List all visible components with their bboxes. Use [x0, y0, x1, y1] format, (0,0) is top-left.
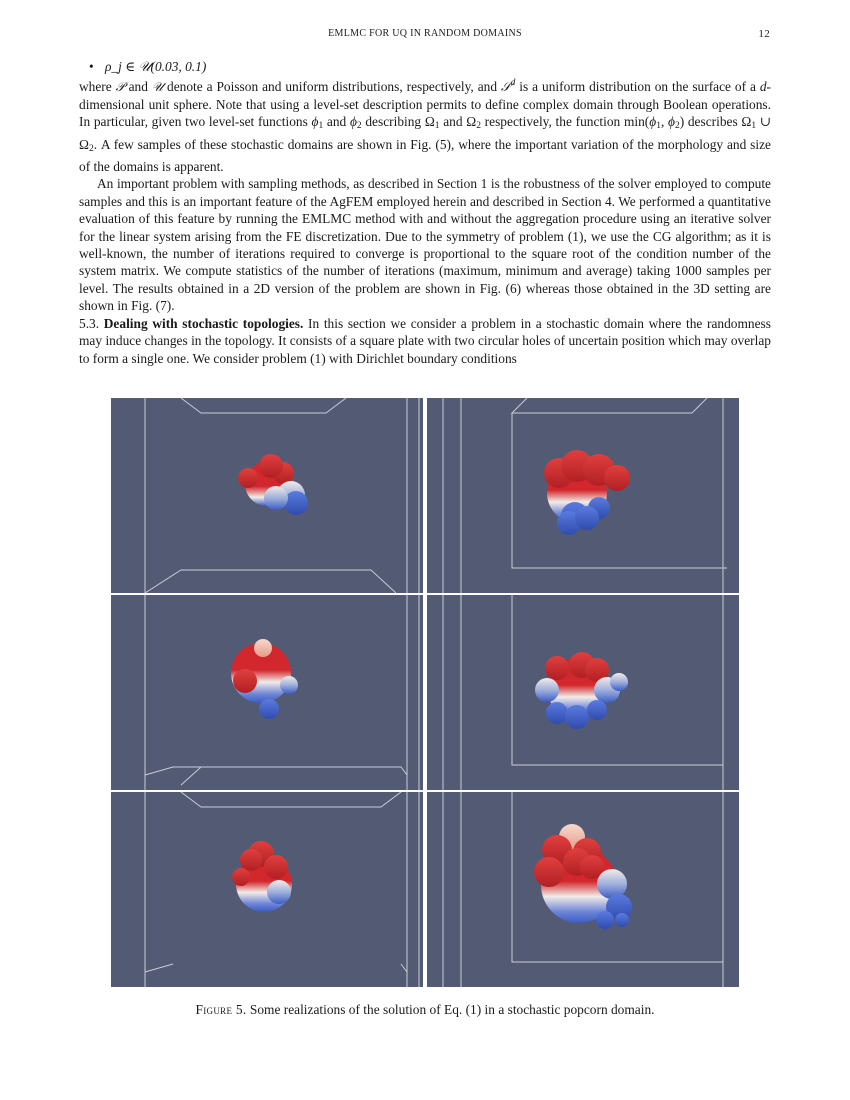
math-subscript: 2	[356, 121, 362, 132]
math-subscript: 1	[318, 121, 324, 132]
bullet-dot: •	[89, 59, 94, 74]
panel-render	[111, 792, 423, 987]
section-number: 5.3.	[79, 315, 100, 331]
figure-5	[111, 398, 739, 987]
math-subscript: 1	[656, 121, 661, 132]
math-d: d	[759, 79, 767, 95]
text-run: -dimensional unit sphere. Note that using a level-set description permits to define complex domain through Boolean operations. In particular, given two level-set functions	[79, 79, 772, 130]
math-phi: ϕ	[349, 114, 357, 130]
math-sphere: 𝒮	[500, 79, 511, 95]
text-run: . A few samples of these stochastic domains are shown in Fig. (5), where the important variation of the morphology and size of the domains is apparent.	[79, 136, 771, 175]
math-subscript: 2	[674, 121, 680, 132]
math-subscript: 2	[476, 121, 481, 132]
panel-render	[427, 595, 739, 790]
figure-panel-6	[427, 792, 739, 987]
panel-render	[111, 595, 423, 790]
math-uniform: 𝒰	[151, 79, 164, 95]
section-5-3	[79, 315, 771, 367]
text-run: and	[323, 114, 350, 130]
math-phi: ϕ	[649, 114, 657, 130]
panel-render	[427, 398, 739, 593]
bullet-formula: ρ_j ∈ 𝒰(0.03, 0.1)	[105, 59, 207, 74]
math-poisson: 𝒫	[115, 79, 125, 95]
text-run: is a uniform distribution on the surface of a	[515, 79, 760, 95]
text-run: and	[124, 79, 152, 95]
math-subscript: 1	[434, 121, 440, 132]
page-number: 12	[758, 28, 770, 40]
figure-panel-5	[111, 792, 423, 987]
section-title: Dealing with stochastic topologies.	[103, 315, 304, 331]
section-body: In this section we consider a problem in a stochastic domain where the randomness may induce changes in the topology. It consists of a square plate with two circular holes of uncertain position which may overlap to form a single one. We consider problem (1) with Dirichlet boundary conditions	[79, 315, 771, 366]
figure-panel-2	[427, 398, 739, 593]
bullet-item	[79, 58, 771, 75]
figure-panel-4	[427, 595, 739, 790]
body-text	[79, 58, 771, 367]
paragraph-distributions	[79, 75, 771, 175]
figure-panel-1	[111, 398, 423, 593]
text-run: ,	[660, 114, 668, 130]
text-run: and Ω	[439, 114, 477, 130]
figure-caption	[0, 1002, 850, 1018]
panel-render	[427, 792, 739, 987]
text-run: ∪ Ω	[79, 114, 772, 152]
caption-text: Some realizations of the solution of Eq. (1) in a stochastic popcorn domain.	[246, 1002, 655, 1017]
figure-panel-3	[111, 595, 423, 790]
math-phi: ϕ	[311, 114, 319, 130]
paragraph-robustness: An important problem with sampling methods, as described in Section 1 is the robustness of the solver employed to compute samples and this is an important feature of the AgFEM employed herein and described in Section 4. We performed a quantitative evaluation of this feature by running the EMLMC method with and without the aggregation procedure using an iterative solver for the linear system arising from the FE discretization. Due to the symmetry of problem (1), we use the CG algorithm; as it is well-known, the number of iterations required to converge is proportional to the square root of the condition number of the system matrix. We compute statistics of the number of iterations (maximum, minimum and average) taking 1000 samples per level. The results obtained in a 2D version of the problem are shown in Fig. (6) whereas those obtained in the 3D setting are shown in Fig. (7).	[79, 176, 771, 314]
text-run: describing Ω	[361, 114, 435, 130]
text-run: where	[79, 79, 116, 95]
panel-render	[111, 398, 423, 593]
math-phi: ϕ	[668, 114, 675, 130]
math-subscript: 1	[751, 121, 757, 132]
running-title: EMLMC FOR UQ IN RANDOM DOMAINS	[328, 28, 522, 39]
text-run: respectively, the function min(	[480, 114, 650, 130]
text-run: ) describes Ω	[679, 114, 752, 130]
caption-label: Figure 5.	[195, 1002, 247, 1017]
math-subscript: 2	[88, 143, 94, 154]
math-superscript: d	[510, 78, 516, 89]
text-run: denote a Poisson and uniform distributions, respectively, and	[163, 79, 501, 95]
